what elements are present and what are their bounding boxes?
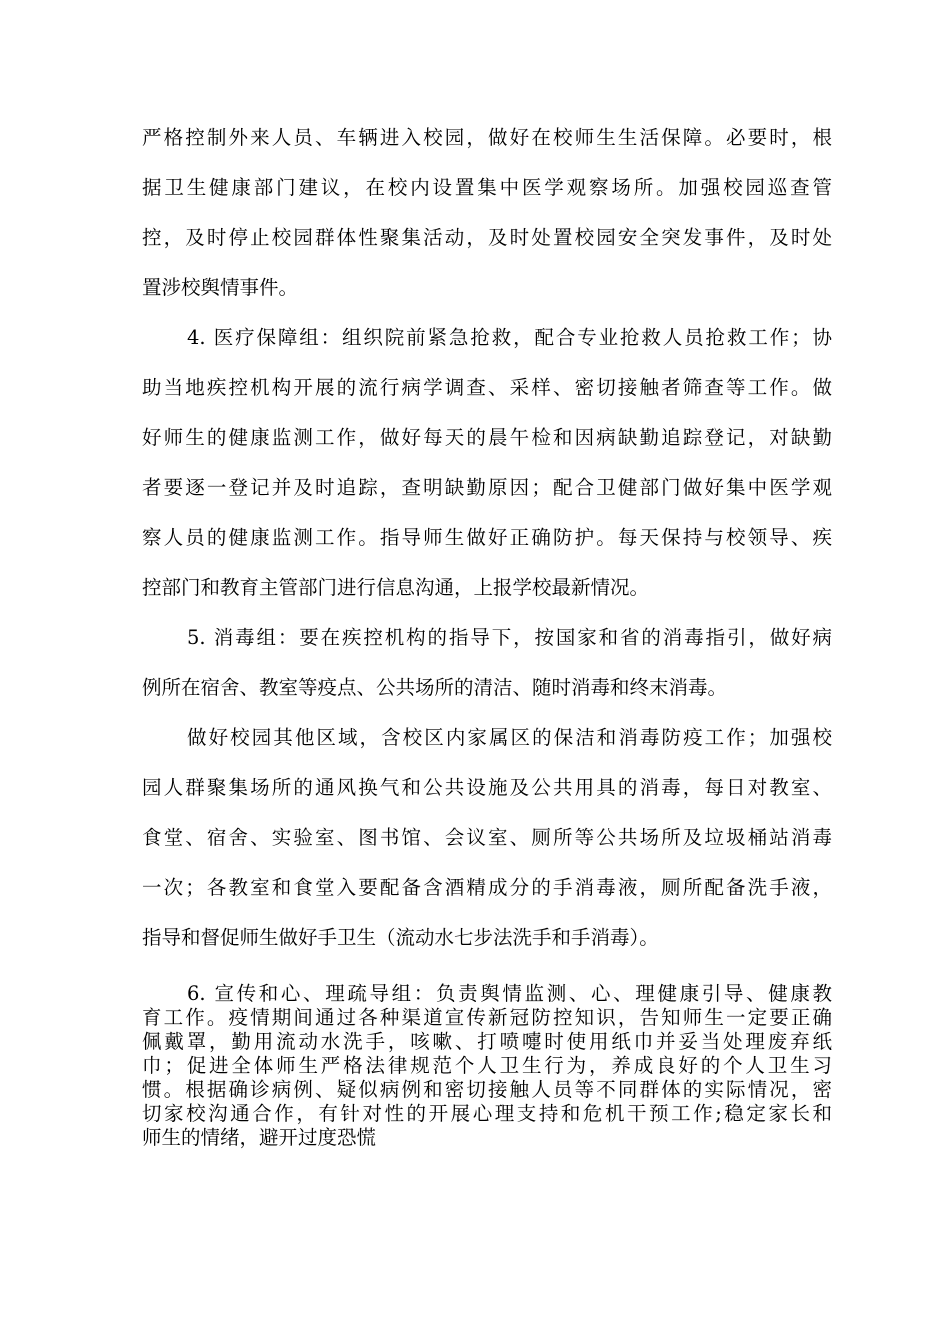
paragraph-2-line-5: 察人员的健康监测工作。指导师生做好正确防护。每天保持与校领导、疾 (142, 526, 832, 549)
paragraph-4-line-5: 指导和督促师生做好手卫生（流动水七步法洗手和手消毒）。 (142, 926, 659, 949)
paragraph-2-line-4: 者要逐一登记并及时追踪，查明缺勤原因；配合卫健部门做好集中医学观 (142, 476, 832, 499)
paragraph-4-line-4: 一次；各教室和食堂入要配备含酒精成分的手消毒液，厕所配备洗手液， (142, 876, 832, 899)
paragraph-4-line-3: 食堂、宿舍、实验室、图书馆、会议室、厕所等公共场所及垃圾桶站消毒 (142, 826, 832, 849)
paragraph-2-line-2: 助当地疾控机构开展的流行病学调查、采样、密切接触者筛查等工作。做 (142, 376, 832, 399)
paragraph-3-line-2: 例所在宿舍、教室等疫点、公共场所的清洁、随时消毒和终末消毒。 (142, 676, 728, 699)
paragraph-2-line-6: 控部门和教育主管部门进行信息沟通，上报学校最新情况。 (142, 576, 650, 599)
paragraph-5-line-2: 育工作。疫情期间通过各种渠道宣传新冠防控知识，告知师生一定要正确 (142, 1006, 832, 1029)
paragraph-1-line-1: 严格控制外来人员、车辆进入校园，做好在校师生生活保障。必要时，根 (142, 126, 832, 149)
paragraph-1-line-4: 置涉校舆情事件。 (142, 276, 299, 299)
paragraph-5-line-1: 6. 宣传和心、理疏导组：负责舆情监测、心、理健康引导、健康教 (187, 982, 832, 1005)
paragraph-1-line-2: 据卫生健康部门建议，在校内设置集中医学观察场所。加强校园巡查管 (142, 176, 832, 199)
paragraph-5-line-4: 巾；促进全体师生严格法律规范个人卫生行为，养成良好的个人卫生习 (142, 1054, 832, 1077)
paragraph-5-line-3: 佩戴罩，勤用流动水洗手，咳嗽、打喷嚏时使用纸巾并妥当处理废弃纸 (142, 1030, 832, 1053)
paragraph-3-line-1: 5. 消毒组：要在疾控机构的指导下，按国家和省的消毒指引，做好病 (187, 626, 832, 649)
paragraph-2-line-3: 好师生的健康监测工作，做好每天的晨午检和因病缺勤追踪登记，对缺勤 (142, 426, 832, 449)
paragraph-5-line-5: 惯。根据确诊病例、疑似病例和密切接触人员等不同群体的实际情况，密 (142, 1078, 832, 1101)
paragraph-2-line-1: 4. 医疗保障组：组织院前紧急抢救，配合专业抢救人员抢救工作；协 (187, 326, 832, 349)
paragraph-4-line-1: 做好校园其他区域，含校区内家属区的保洁和消毒防疫工作；加强校 (187, 726, 832, 749)
paragraph-5-line-7: 师生的情绪，避开过度恐慌 (142, 1126, 377, 1149)
paragraph-1-line-3: 控，及时停止校园群体性聚集活动，及时处置校园安全突发事件，及时处 (142, 226, 832, 249)
paragraph-5-line-6: 切家校沟通合作，有针对性的开展心理支持和危机干预工作;稳定家长和 (142, 1102, 832, 1125)
paragraph-4-line-2: 园人群聚集场所的通风换气和公共设施及公共用具的消毒，每日对教室、 (142, 776, 832, 799)
